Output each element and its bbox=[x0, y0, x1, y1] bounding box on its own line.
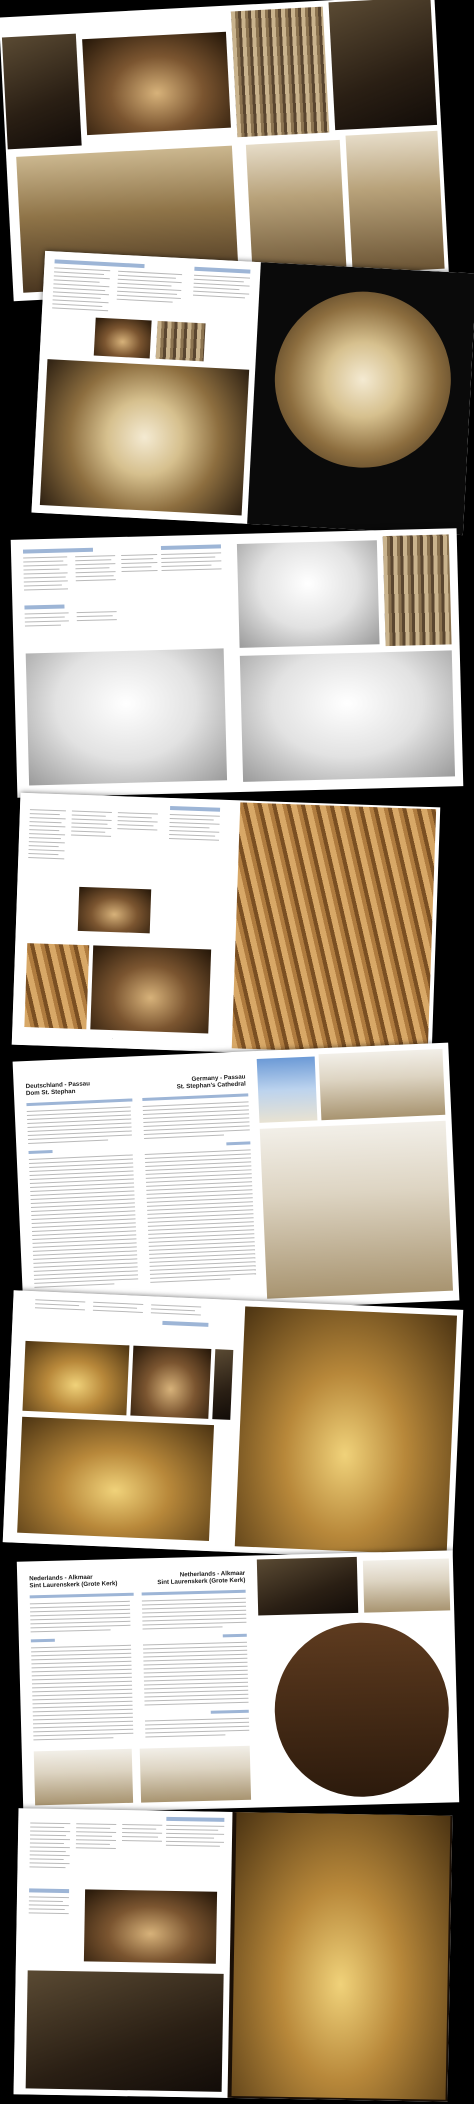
photo-alkmaar-interior bbox=[140, 1746, 251, 1803]
header-bar bbox=[23, 548, 93, 554]
photo-white-dome-organ bbox=[26, 648, 227, 785]
photo-alkmaar-organ-case bbox=[257, 1557, 358, 1616]
left-title-line1: Deutschland - Passau bbox=[25, 1080, 91, 1091]
spread-7 bbox=[17, 1550, 459, 1813]
spread-5-left-title bbox=[26, 1080, 91, 1097]
photo-alkmaar-exterior bbox=[34, 1749, 133, 1806]
spread-6 bbox=[3, 1290, 464, 1561]
photo-white-console bbox=[237, 540, 380, 648]
photo-alkmaar-ceiling-vault bbox=[232, 1812, 451, 2100]
spread-8 bbox=[14, 1808, 453, 2102]
photo-console-small bbox=[94, 318, 152, 359]
photo-gold-console bbox=[22, 1341, 129, 1415]
photo-organ-interior bbox=[90, 945, 211, 1033]
left-title-line2: Sint Laurenskerk (Grote Kerk) bbox=[29, 1580, 118, 1590]
spread-3 bbox=[11, 528, 464, 798]
photo-gothic-arches bbox=[346, 131, 445, 274]
photo-pipes-rows bbox=[231, 7, 329, 138]
spread-4: · bbox=[12, 793, 441, 1060]
photo-silver-pipes bbox=[383, 534, 452, 646]
left-title-line1: Nederlands - Alkmaar bbox=[29, 1573, 93, 1583]
spread-7-left-title bbox=[29, 1573, 117, 1589]
photo-alkmaar-organ-front bbox=[26, 1970, 224, 2091]
photo-wooden-pipes-large bbox=[232, 802, 436, 1055]
photo-organ-pipes-left bbox=[2, 34, 82, 150]
photo-alkmaar-organ-side bbox=[363, 1558, 450, 1612]
photo-organ-console bbox=[82, 32, 231, 135]
photo-passau-exterior bbox=[257, 1056, 318, 1122]
right-title-line2: Sint Laurenskerk (Grote Kerk) bbox=[157, 1576, 246, 1587]
photo-alkmaar-fisheye bbox=[273, 1621, 451, 1799]
spread-5 bbox=[13, 1043, 460, 1320]
header-bar-right bbox=[161, 544, 221, 550]
photo-keyboard-console bbox=[130, 1346, 211, 1419]
photo-white-fan-vault bbox=[240, 650, 455, 782]
spread-5-right-title bbox=[149, 1073, 246, 1091]
spread-7-right-title bbox=[129, 1570, 245, 1587]
photo-gold-pipes-large bbox=[235, 1306, 457, 1555]
right-title-line1: Germany - Passau bbox=[191, 1073, 246, 1083]
photo-wood-pipes-small bbox=[24, 943, 89, 1029]
right-title-line1: Netherlands - Alkmaar bbox=[179, 1569, 246, 1579]
spread-2 bbox=[31, 251, 474, 535]
photo-gold-star-ceiling bbox=[17, 1417, 214, 1541]
photo-organ-case bbox=[329, 0, 438, 130]
photo-stop-knobs bbox=[212, 1349, 233, 1420]
photo-pipes-small bbox=[156, 321, 206, 361]
photo-alkmaar-console bbox=[84, 1889, 217, 1963]
photo-wood-console bbox=[78, 887, 151, 933]
photo-passau-organ-gallery bbox=[260, 1121, 453, 1299]
photo-passau-nave bbox=[319, 1049, 446, 1120]
left-title-line2: Dom St. Stephan bbox=[25, 1087, 76, 1098]
photo-gothic-organ bbox=[246, 140, 347, 279]
photo-dome-interior bbox=[40, 359, 249, 515]
right-title-line2: St. Stephan's Cathedral bbox=[176, 1080, 246, 1091]
